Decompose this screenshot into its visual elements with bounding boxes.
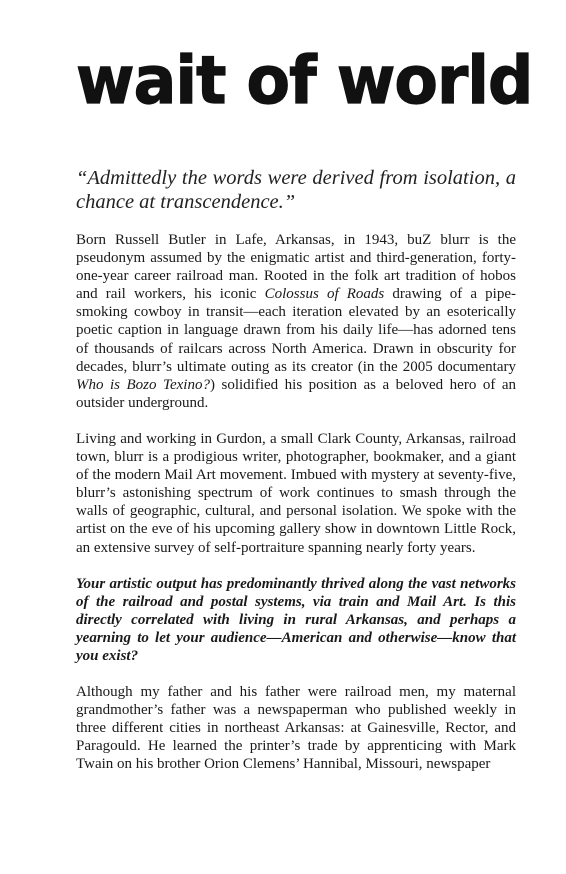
p1-text-a: Born Russell Butler in Lafe, Arkansas, in 1943, buZ blurr is the pseudonym assumed by the enigmatic artist and third-generation, forty-one-year career railroad man. Rooted in the folk art tradition of hobos and rail workers, his iconic: [76, 232, 516, 303]
pull-quote: “Admittedly the words were derived from isolation, a chance at transcendence.”: [76, 167, 516, 213]
article-title: wait of world: [76, 42, 533, 119]
p1-text-b: drawing of a pipe-smoking cowboy in transit—each iteration elevated by an esoterically poetic caption in language drawn from his daily life—has adorned tens of thousands of railcars across North America. Drawn in obscurity for decades, blurr’s ultimate outing as its creator (in the 2005 documentary: [76, 286, 516, 375]
interview-question-1: Your artistic output has predominantly thrived along the vast networks of the railroad and postal systems, via train and Mail Art. Is this directly correlated with living in rural Arkansas, and perhaps a yearning to let your audience—American and otherwise—know that you exist?: [76, 575, 516, 664]
article-page: [76, 0, 533, 774]
p1-text-c: ) solidified his position as a beloved hero of an outsider underground.: [76, 376, 516, 411]
p1-italic-film-title: Who is Bozo Texino?: [76, 376, 210, 393]
interview-answer-1: Although my father and his father were railroad men, my maternal grandmother’s father was a newspaperman who published weekly in three different cities in northeast Arkansas: at Gainesville, Rector, and Paragould. He learned the printer’s trade by apprenticing with Mark Twain on his brother Orion Clemens’ Hannibal, Missouri, newspaper: [76, 684, 516, 773]
intro-paragraph-2: Living and working in Gurdon, a small Clark County, Arkansas, railroad town, blurr is a prodigious writer, photographer, bookmaker, and a giant of the modern Mail Art movement. Imbued with mystery at seventy-five, blurr’s astonishing spectrum of work continues to smash through the walls of geographic, cultural, and personal isolation. We spoke with the artist on the eve of his upcoming gallery show in downtown Little Rock, an extensive survey of self-portraiture spanning nearly forty years.: [76, 430, 516, 556]
p1-italic-colossus: Colossus of Roads: [264, 286, 385, 303]
intro-paragraph-1: [76, 231, 516, 412]
